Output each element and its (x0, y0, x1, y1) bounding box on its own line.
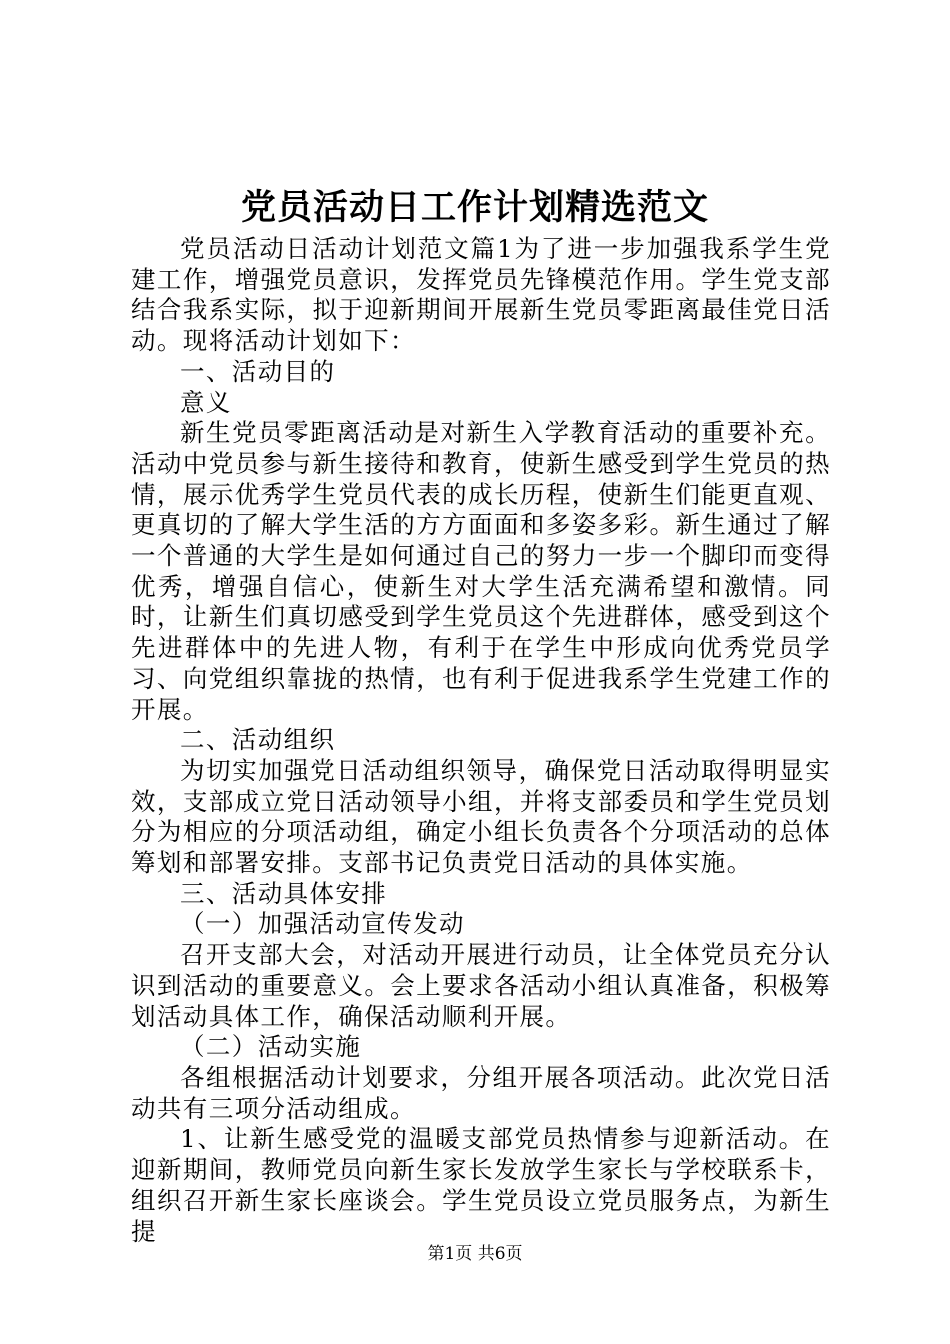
paragraph-purpose: 新生党员零距离活动是对新生入学教育活动的重要补充。活动中党员参与新生接待和教育，使新生感受到学生党员的热情，展示优秀学生党员代表的成长历程，使新生们能更直观、更真切的了解大学生活的方方面面和多姿多彩。新生通过了解一个普通的大学生是如何通过自己的努力一步一个脚印而变得优秀，增强自信心，使新生对大学生活充满希望和激情。同时，让新生们真切感受到学生党员这个先进群体，感受到这个先进群体中的先进人物，有利于在学生中形成向优秀党员学习、向党组织靠拢的热情，也有利于促进我系学生党建工作的开展。 (131, 418, 831, 724)
paragraph-implementation: 各组根据活动计划要求，分组开展各项活动。此次党日活动共有三项分活动组成。 (131, 1062, 831, 1123)
heading-purpose: 一、活动目的 (180, 356, 336, 386)
page-title: 党员活动日工作计划精选范文 (240, 187, 709, 228)
heading-organization: 二、活动组织 (180, 725, 336, 755)
subheading-implementation: （二）活动实施 (180, 1032, 362, 1062)
page-footer: 第1页 共6页 (427, 1244, 523, 1264)
paragraph-intro: 党员活动日活动计划范文篇1为了进一步加强我系学生党建工作，增强党员意识，发挥党员先锋模范作用。学生党支部结合我系实际，拟于迎新期间开展新生党员零距离最佳党日活动。现将活动计划如下： (131, 234, 831, 356)
paragraph-publicity: 召开支部大会，对活动开展进行动员，让全体党员充分认识到活动的重要意义。会上要求各活动小组认真准备，积极筹划活动具体工作，确保活动顺利开展。 (131, 940, 831, 1031)
heading-arrangement: 三、活动具体安排 (180, 878, 388, 908)
heading-meaning: 意义 (180, 387, 232, 417)
paragraph-activity-1: 1、让新生感受党的温暖支部党员热情参与迎新活动。在迎新期间，教师党员向新生家长发放学生家长与学校联系卡，组织召开新生家长座谈会。学生党员设立党员服务点，为新生提 (131, 1124, 831, 1246)
paragraph-organization: 为切实加强党日活动组织领导，确保党日活动取得明显实效，支部成立党日活动领导小组，并将支部委员和学生党员划分为相应的分项活动组，确定小组长负责各个分项活动的总体筹划和部署安排。支部书记负责党日活动的具体实施。 (131, 755, 831, 878)
document-body (131, 234, 831, 1247)
subheading-publicity: （一）加强活动宣传发动 (180, 909, 465, 939)
